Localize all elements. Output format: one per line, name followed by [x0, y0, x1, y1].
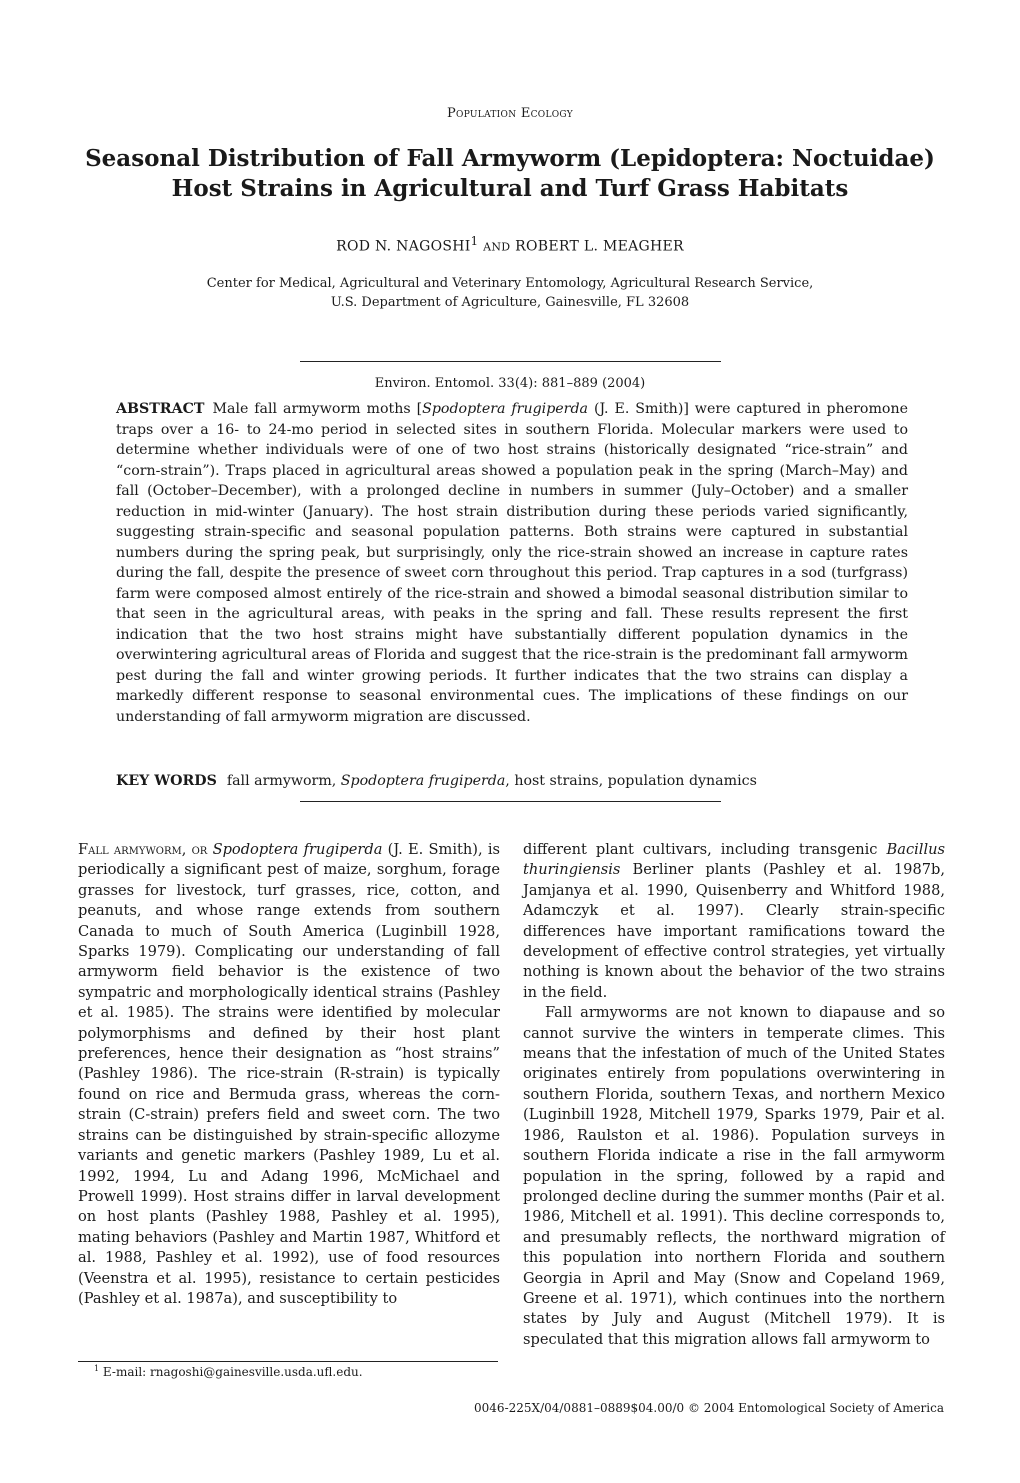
footnote — [94, 1364, 494, 1379]
affiliation — [120, 274, 900, 312]
species-name: Spodoptera frugiperda — [212, 841, 383, 858]
divider — [300, 801, 721, 802]
author-conjunction: AND — [483, 240, 511, 254]
body-paragraph — [78, 840, 500, 1309]
species-name: Spodoptera frugiperda — [422, 401, 589, 417]
abstract-label: ABSTRACT — [116, 401, 205, 417]
author-name: ROD N. NAGOSHI — [336, 238, 471, 255]
article-title: Seasonal Distribution of Fall Armyworm (Lepidoptera: Noctuidae) Host Strains in Agricultural and Turf Grass Habitats — [85, 145, 935, 202]
abstract — [116, 399, 908, 727]
footnote-email: E-mail: rnagoshi@gainesville.usda.ufl.edu. — [102, 1365, 363, 1379]
keywords-text: fall armyworm, — [226, 773, 337, 789]
body-text: (J. E. Smith), is periodically a significant pest of maize, sorghum, forage grasses for livestock, turf grasses, rice, cotton, and peanuts, and whose range extends from southern Canada to much of South America (Luginbill 1928, Sparks 1979). Complicating our understanding of fall armyworm field behavior is the existence of two sympatric and morphologically identical strains (Pashley et al. 1985). The strains were identified by molecular polymorphisms and defined by their host plant preferences, hence their designation as “host strains” (Pashley 1986). The rice-strain (R-strain) is typically found on rice and Bermuda grass, whereas the corn-strain (C-strain) prefers field and sweet corn. The two strains can be distinguished by strain-specific allozyme variants and genetic markers (Pashley 1989, Lu et al. 1992, 1994, Lu and Adang 1996, McMichael and Prowell 1999). Host strains differ in larval development on host plants (Pashley 1988, Pashley et al. 1995), mating behaviors (Pashley and Martin 1987, Whitford et al. 1988, Pashley et al. 1992), use of food resources (Veenstra et al. 1995), resistance to certain pesticides (Pashley et al. 1987a), and susceptibility to — [78, 841, 500, 1307]
section-label: Population Ecology — [446, 106, 574, 121]
keywords — [116, 773, 908, 789]
keywords-text: , host strains, population dynamics — [505, 773, 757, 789]
body-paragraph: Fall armyworms are not known to diapause and so cannot survive the winters in temperate climes. This means that the infestation of much of the United States originates entirely from populations overwintering in southern Florida, southern Texas, and northern Mexico (Luginbill 1928, Mitchell 1979, Sparks 1979, Pair et al. 1986, Raulston et al. 1986). Population surveys in southern Florida indicate a rise in the fall armyworm population in the spring, followed by a rapid and prolonged decline during the summer months (Pair et al. 1986, Mitchell et al. 1991). This decline corresponds to, and presumably reflects, the northward migration of this population into northern Florida and southern Georgia in April and May (Snow and Copeland 1969, Greene et al. 1971), which continues into the northern states by July and August (Mitchell 1979). It is speculated that this migration allows fall armyworm to — [523, 1004, 945, 1348]
affiliation-line: Center for Medical, Agricultural and Veterinary Entomology, Agricultural Research Service, — [206, 276, 814, 291]
species-name: Spodoptera frugiperda — [340, 773, 506, 789]
author-line — [0, 234, 1020, 255]
species-name: Bacillus thuringiensis — [523, 841, 946, 879]
divider — [300, 361, 721, 362]
copyright-line: 0046-225X/04/0881–0889$04.00/0 © 2004 Entomological Society of America — [474, 1401, 944, 1415]
footnote-marker: 1 — [470, 234, 479, 248]
lead-in: Fall armyworm, or — [78, 841, 208, 858]
footnote-divider — [78, 1361, 498, 1362]
body-text: different plant cultivars, including transgenic — [523, 841, 878, 858]
keywords-label: KEY WORDS — [116, 773, 217, 789]
body-paragraph — [523, 840, 945, 1003]
body-column-left — [78, 840, 500, 1309]
abstract-text: Male fall armyworm moths [ — [212, 401, 423, 417]
body-column-right — [523, 840, 945, 1350]
journal-citation: Environ. Entomol. 33(4): 881–889 (2004) — [374, 376, 646, 391]
body-text: Berliner plants (Pashley et al. 1987b, Jamjanya et al. 1990, Quisenberry and Whitford 1988, Adamczyk et al. 1997). Clearly strain-specific differences have important ramifications toward the development of effective control strategies, yet virtually nothing is known about the behavior of the two strains in the field. — [523, 861, 945, 1001]
footnote-marker: 1 — [94, 1364, 100, 1373]
author-name: ROBERT L. MEAGHER — [515, 238, 684, 255]
affiliation-line: U.S. Department of Agriculture, Gainesville, FL 32608 — [330, 295, 690, 310]
abstract-text: (J. E. Smith)] were captured in pheromone traps over a 16- to 24-mo period in selected sites in southern Florida. Molecular markers were used to determine whether individuals were of one of two host strains (historically designated “rice-strain” and “corn-strain”). Traps placed in agricultural areas showed a population peak in the spring (March–May) and fall (October–December), with a prolonged decline in numbers in summer (July–October) and a smaller reduction in mid-winter (January). The host strain distribution during these periods varied significantly, suggesting strain-specific and seasonal population patterns. Both strains were captured in substantial numbers during the spring peak, but surprisingly, only the rice-strain showed an increase in capture rates during the fall, despite the presence of sweet corn throughout this period. Trap captures in a sod (turfgrass) farm were composed almost entirely of the rice-strain and showed a bimodal seasonal distribution similar to that seen in the agricultural areas, with peaks in the spring and fall. These results represent the first indication that the two host strains might have substantially different population dynamics in the overwintering agricultural areas of Florida and suggest that the rice-strain is the predominant fall armyworm pest during the fall and winter growing periods. It further indicates that the two strains can display a markedly different response to seasonal environmental cues. The implications of these findings on our understanding of fall armyworm migration are discussed. — [116, 401, 908, 725]
